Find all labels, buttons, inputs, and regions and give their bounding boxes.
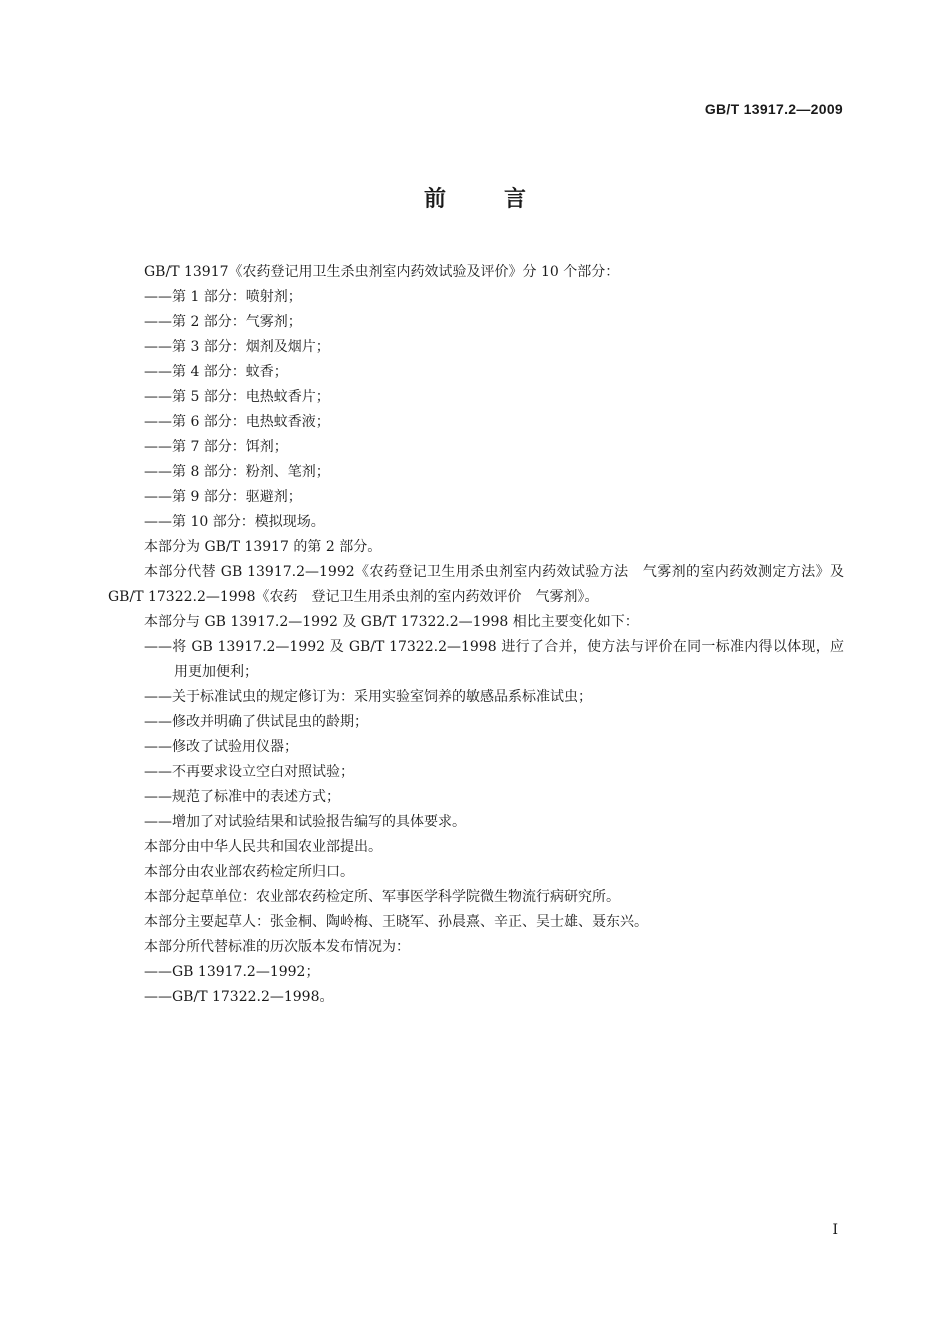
list-item: ——GB/T 17322.2—1998。	[144, 989, 334, 1005]
standard-code: GB/T 13917.2—2009	[704, 101, 843, 117]
page-title: 前言	[423, 187, 584, 212]
list-item: ——规范了标准中的表述方式；	[144, 789, 340, 805]
paragraph: 本部分所代替标准的历次版本发布情况为：	[144, 939, 410, 955]
paragraph: 本部分由农业部农药检定所归口。	[144, 864, 354, 880]
list-item: ——第 9 部分：驱避剂；	[144, 489, 302, 505]
paragraph: 本部分由中华人民共和国农业部提出。	[144, 839, 382, 855]
list-item: ——修改了试验用仪器；	[144, 739, 298, 755]
paragraph: 本部分主要起草人：张金桐、陶岭梅、王晓军、孙晨熹、辛正、吴士雄、聂东兴。	[144, 914, 648, 930]
list-item: ——关于标准试虫的规定修订为：采用实验室饲养的敏感品系标准试虫；	[144, 689, 592, 705]
list-item: ——第 10 部分：模拟现场。	[144, 514, 325, 530]
list-item: ——第 8 部分：粉剂、笔剂；	[144, 464, 330, 480]
paragraph: 本部分与 GB 13917.2—1992 及 GB/T 17322.2—1998 相比主要变化如下：	[144, 614, 639, 630]
paragraph: 本部分为 GB/T 13917 的第 2 部分。	[144, 539, 382, 555]
foreword-body	[108, 260, 844, 1010]
list-item: ——修改并明确了供试昆虫的龄期；	[144, 714, 368, 730]
list-item: ——GB 13917.2—1992；	[144, 964, 320, 980]
paragraph: 本部分代替 GB 13917.2—1992《农药登记卫生用杀虫剂室内药效试验方法 气雾剂的室内药效测定方法》及 GB/T 17322.2—1998《农药 登记卫生用杀虫剂的室内药效评价 气雾剂》。	[108, 564, 844, 605]
paragraph: GB/T 13917《农药登记用卫生杀虫剂室内药效试验及评价》分 10 个部分：	[144, 264, 620, 280]
list-item: ——增加了对试验结果和试验报告编写的具体要求。	[144, 814, 466, 830]
page-number: I	[832, 1222, 838, 1238]
list-item: ——不再要求设立空白对照试验；	[144, 764, 354, 780]
list-item: ——第 4 部分：蚊香；	[144, 364, 288, 380]
list-item: ——第 3 部分：烟剂及烟片；	[144, 339, 330, 355]
list-item: ——将 GB 13917.2—1992 及 GB/T 17322.2—1998 进行了合并，使方法与评价在同一标准内得以体现，应用更加便利；	[144, 639, 844, 680]
list-item: ——第 6 部分：电热蚊香液；	[144, 414, 330, 430]
list-item: ——第 5 部分：电热蚊香片；	[144, 389, 330, 405]
list-item: ——第 7 部分：饵剂；	[144, 439, 288, 455]
paragraph: 本部分起草单位：农业部农药检定所、军事医学科学院微生物流行病研究所。	[144, 889, 620, 905]
list-item: ——第 1 部分：喷射剂；	[144, 289, 302, 305]
list-item: ——第 2 部分：气雾剂；	[144, 314, 302, 330]
